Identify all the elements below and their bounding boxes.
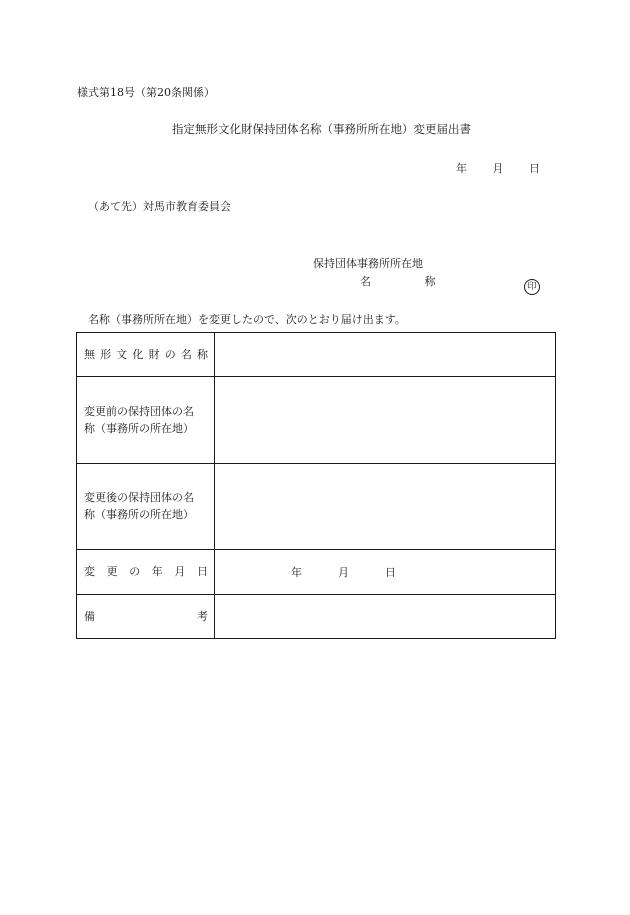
change-date-fields bbox=[215, 564, 555, 580]
date-month-label: 月 bbox=[492, 162, 504, 175]
remarks-value[interactable] bbox=[215, 594, 556, 638]
before-change-label bbox=[77, 403, 214, 437]
change-month-label: 月 bbox=[338, 565, 349, 579]
table-row bbox=[77, 377, 556, 463]
asset-name-value[interactable] bbox=[215, 333, 556, 377]
form-number: 様式第18号（第20条関係） bbox=[77, 86, 215, 99]
date-year-label: 年 bbox=[456, 162, 467, 175]
label-char: 文 bbox=[116, 348, 128, 362]
name-char-1: 名 bbox=[360, 275, 371, 288]
change-date-value[interactable] bbox=[215, 550, 556, 594]
label-cell-before bbox=[77, 377, 215, 463]
label-cell-after bbox=[77, 463, 215, 549]
addressee: （あて先）対馬市教育委員会 bbox=[88, 200, 231, 213]
before-line-2: 称（事務所の所在地） bbox=[84, 422, 194, 436]
remarks-label bbox=[77, 608, 214, 625]
before-line-1: 変更前の保持団体の名 bbox=[84, 405, 194, 419]
submitter-address-label: 保持団体事務所所在地 bbox=[313, 257, 423, 270]
table-row bbox=[77, 333, 556, 377]
table-row bbox=[77, 463, 556, 549]
submitter-name-label bbox=[360, 275, 436, 289]
after-change-value[interactable] bbox=[215, 463, 556, 549]
change-day-label: 日 bbox=[385, 565, 396, 579]
table-row bbox=[77, 594, 556, 638]
label-char: の bbox=[129, 565, 141, 579]
notification-table bbox=[76, 332, 556, 639]
label-cell-remarks bbox=[77, 594, 215, 638]
label-char: 日 bbox=[196, 565, 208, 579]
date-line bbox=[456, 162, 540, 176]
label-char: 無 bbox=[84, 348, 95, 362]
name-char-2: 称 bbox=[424, 275, 436, 288]
label-char: の bbox=[164, 348, 176, 362]
seal-icon: 印 bbox=[524, 279, 540, 295]
label-char: 更 bbox=[106, 565, 118, 579]
before-change-value[interactable] bbox=[215, 377, 556, 463]
label-char: 年 bbox=[151, 565, 163, 579]
label-char: 形 bbox=[100, 348, 112, 362]
seal-mark bbox=[524, 274, 540, 295]
asset-name-label bbox=[77, 346, 214, 363]
after-change-label bbox=[77, 489, 214, 523]
label-char: 変 bbox=[84, 565, 95, 579]
after-line-2: 称（事務所の所在地） bbox=[84, 508, 194, 522]
label-cell-asset-name bbox=[77, 333, 215, 377]
label-char: 備 bbox=[84, 609, 95, 623]
table-row bbox=[77, 550, 556, 594]
change-date-label bbox=[77, 563, 214, 580]
intro-text: 名称（事務所所在地）を変更したので、次のとおり届け出ます。 bbox=[88, 313, 406, 326]
label-char: 称 bbox=[196, 348, 208, 362]
change-year-label: 年 bbox=[291, 565, 302, 579]
label-char: 考 bbox=[197, 609, 208, 623]
after-line-1: 変更後の保持団体の名 bbox=[84, 491, 194, 505]
date-day-label: 日 bbox=[529, 162, 540, 175]
label-cell-change-date bbox=[77, 550, 215, 594]
label-char: 化 bbox=[132, 348, 144, 362]
label-char: 名 bbox=[180, 348, 192, 362]
label-char: 財 bbox=[148, 348, 160, 362]
document-title: 指定無形文化財保持団体名称（事務所所在地）変更届出書 bbox=[172, 122, 471, 136]
label-char: 月 bbox=[174, 565, 186, 579]
